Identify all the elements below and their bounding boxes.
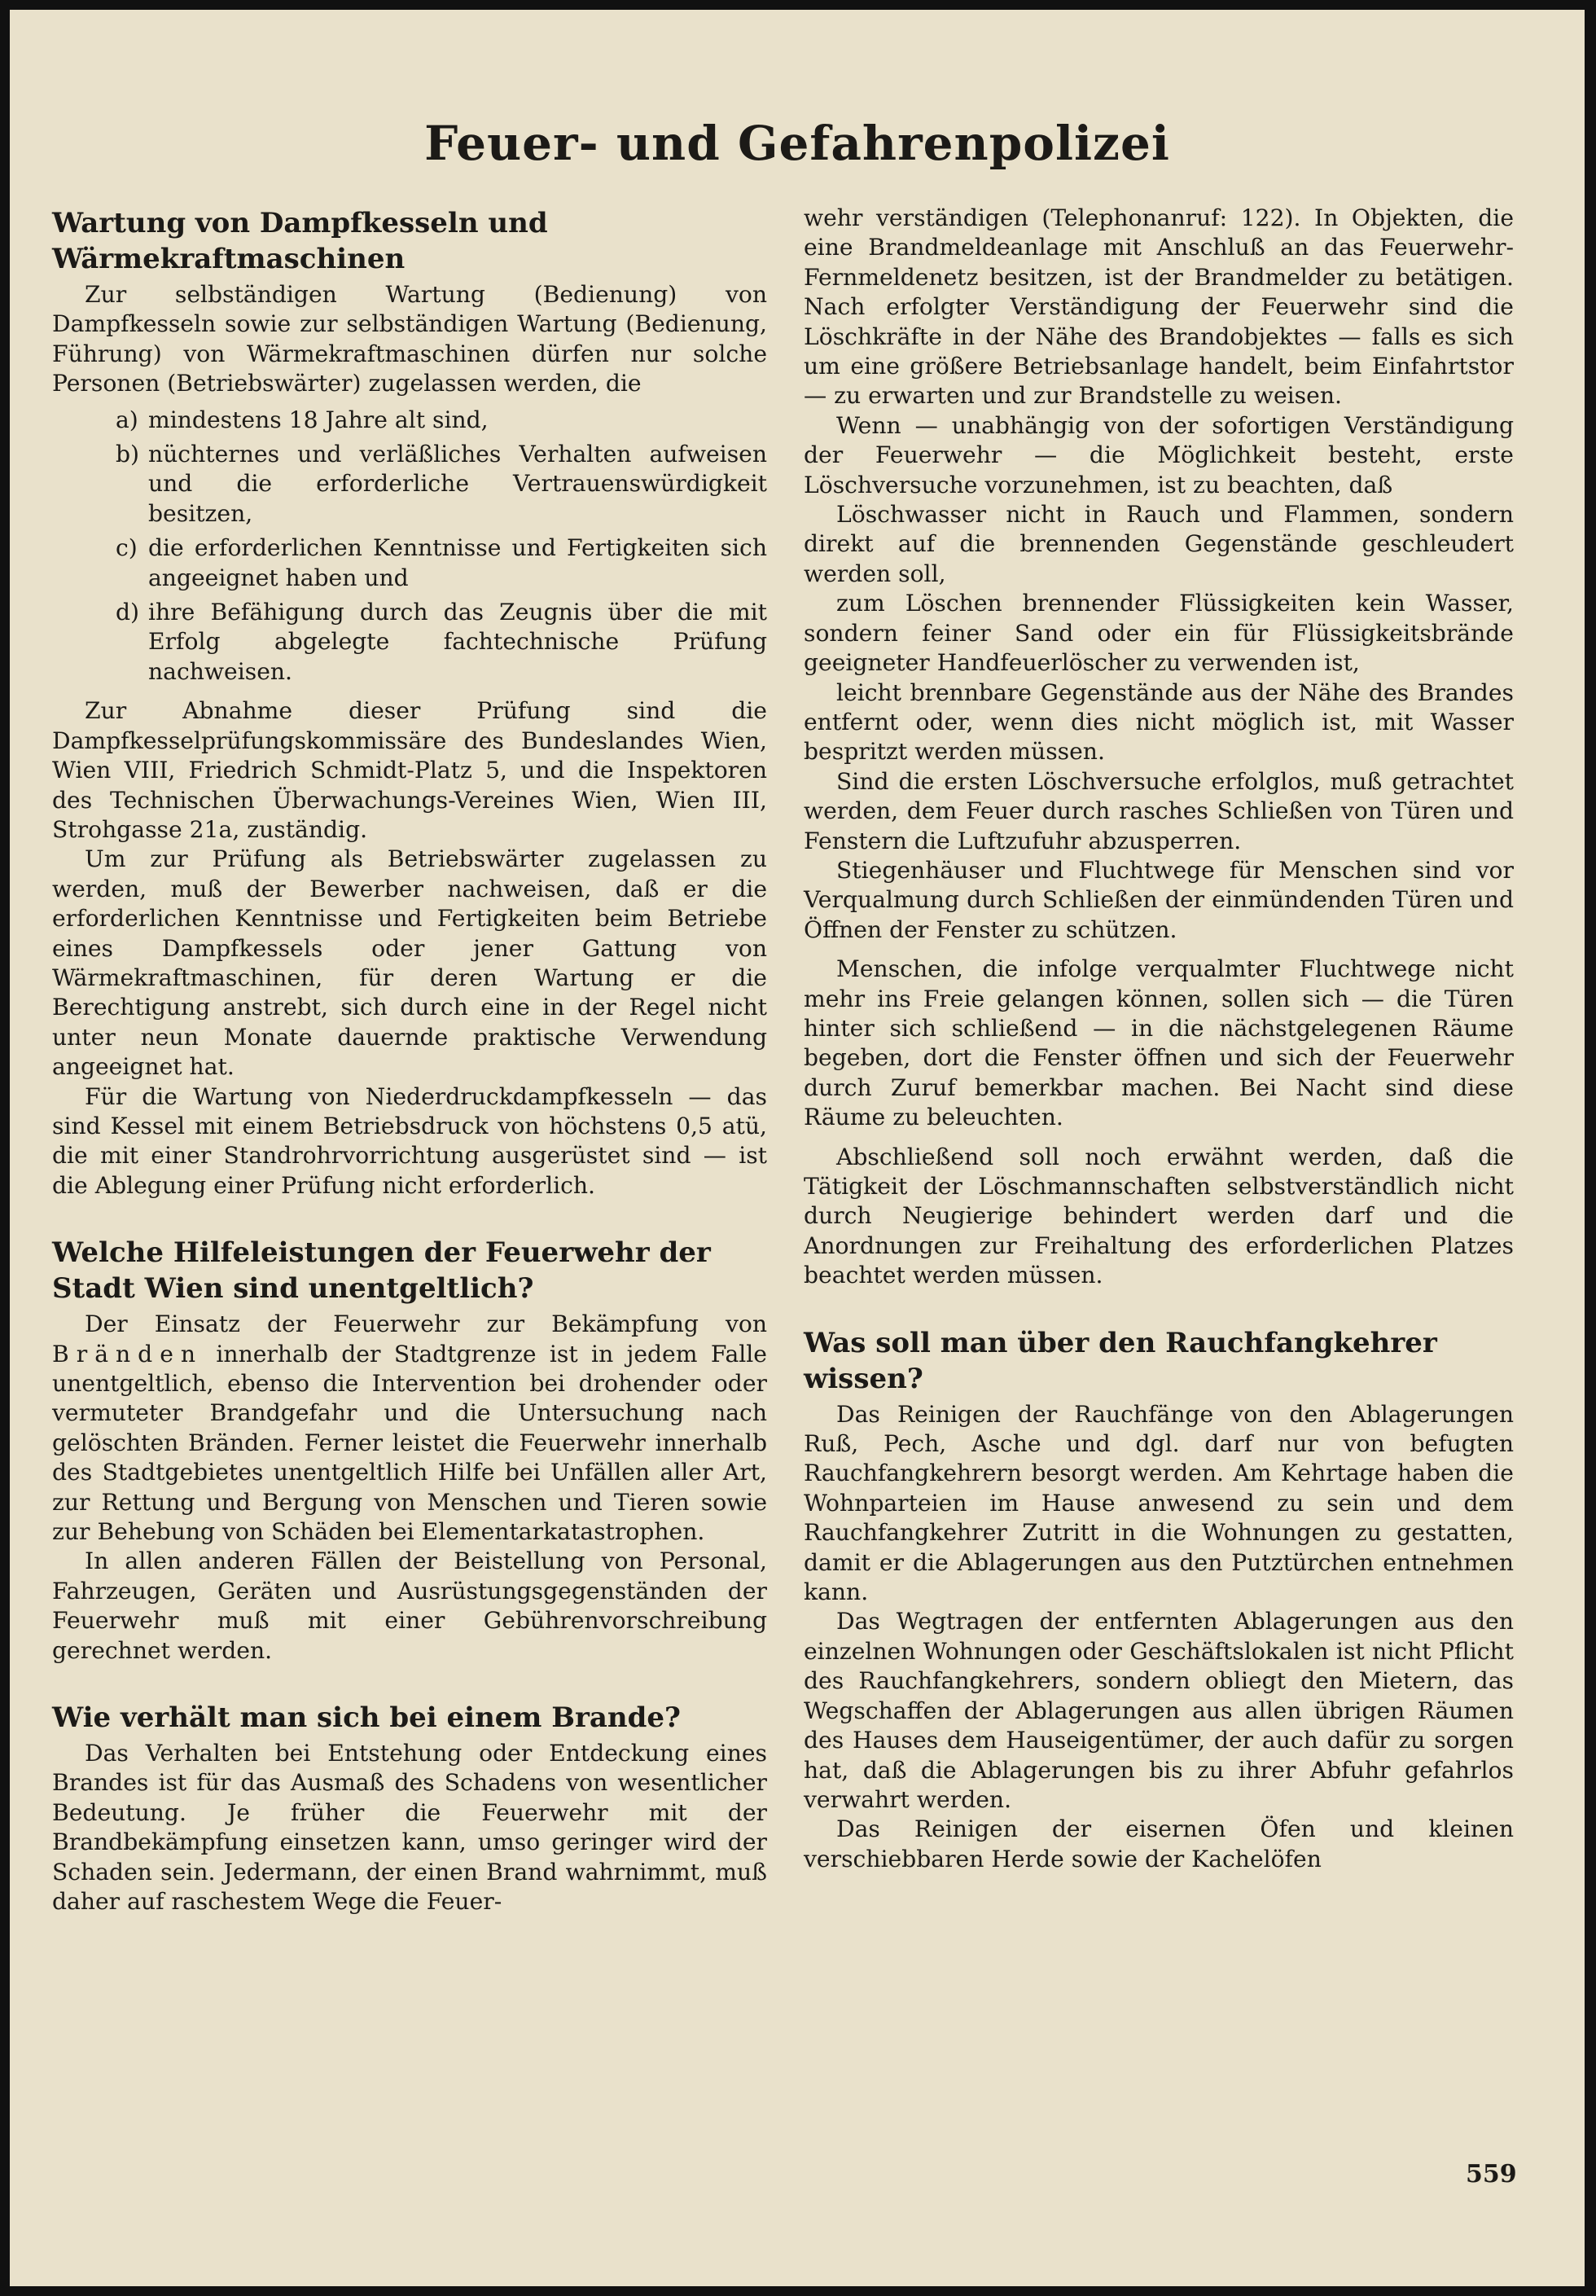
paragraph: Sind die ersten Löschversuche erfolglos, muß getrachtet werden, dem Feuer durch rasches Schließen von Türen und Fenstern die Luftzufuhr abzusperren.	[804, 767, 1514, 854]
page-title: Feuer- und Gefahrenpolizei	[424, 116, 1170, 171]
paragraph: In allen anderen Fällen der Beistellung von Personal, Fahrzeugen, Geräten und Ausrüstungsgegenständen der Feuerwehr muß mit einer Gebührenvorschreibung gerechnet werden.	[52, 1547, 767, 1664]
paragraph: Zur Abnahme dieser Prüfung sind die Dampfkesselprüfungskommissäre des Bundeslandes Wien, Wien VIII, Friedrich Schmidt-Platz 5, und die Inspektoren des Technischen Überwachungs-Vereines Wien, Wien III, Strohgasse 21a, zuständig.	[52, 697, 767, 843]
paragraph: Für die Wartung von Niederdruckdampfkesseln — das sind Kessel mit einem Betriebsdruck von höchstens 0,5 atü, die mit einer Standrohrvorrichtung ausgerüstet sind — ist die Ablegung einer Prüfung nicht erforderlich.	[52, 1082, 767, 1199]
section-heading-dampfkessel: Wartung von Dampfkesseln und Wärmekraftmaschinen	[52, 207, 548, 275]
section-heading-brand: Wie verhält man sich bei einem Brande?	[52, 1701, 681, 1735]
paragraph: Menschen, die infolge verqualmter Fluchtwege nicht mehr ins Freie gelangen können, sollen sich — die Türen hinter sich schließend — in die nächstgelegenen Räume begeben, dort die Fenster öffnen und sich der Feuerwehr durch Zuruf bemerkbar machen. Bei Nacht sind diese Räume zu beleuchten.	[804, 955, 1514, 1131]
list-item: d) ihre Befähigung durch das Zeugnis über die mit Erfolg abgelegte fachtechnische Prüfung nachweisen.	[116, 599, 767, 685]
list-item: a) mindestens 18 Jahre alt sind,	[116, 406, 489, 433]
paragraph: Das Reinigen der eisernen Öfen und kleinen verschiebbaren Herde sowie der Kachelöfen	[804, 1815, 1514, 1872]
paragraph: Der Einsatz der Feuerwehr zur Bekämpfung von Bränden innerhalb der Stadtgrenze ist in jedem Falle unentgeltlich, ebenso die Intervention bei drohender oder vermuteter Brandgefahr und die Untersuchung nach gelöschten Bränden. Ferner leistet die Feuerwehr innerhalb des Stadtgebietes unentgeltlich Hilfe bei Unfällen aller Art, zur Rettung und Bergung von Menschen und Tieren sowie zur Behebung von Schäden bei Elementarkatastrophen.	[52, 1310, 767, 1546]
paragraph: zum Löschen brennender Flüssigkeiten kein Wasser, sondern feiner Sand oder ein für Flüssigkeitsbrände geeigneter Handfeuerlöscher zu verwenden ist,	[804, 590, 1514, 677]
paragraph: Wenn — unabhängig von der sofortigen Verständigung der Feuerwehr — die Möglichkeit besteht, erste Löschversuche vorzunehmen, ist zu beachten, daß	[804, 411, 1514, 498]
paragraph: wehr verständigen (Telephonanruf: 122). In Objekten, die eine Brandmeldeanlage mit Anschluß an das Feuerwehr-Fernmeldenetz besitzen, ist der Brandmelder zu betätigen. Nach erfolgter Verständigung der Feuerwehr sind die Löschkräfte in der Nähe des Brandobjektes — falls es sich um eine größere Betriebsanlage handelt, beim Einfahrtstor — zu erwarten und zur Brandstelle zu weisen.	[804, 204, 1514, 410]
paragraph: Das Wegtragen der entfernten Ablagerungen aus den einzelnen Wohnungen oder Geschäftslokalen ist nicht Pflicht des Rauchfangkehrers, sondern obliegt den Mietern, das Wegschaffen der Ablagerungen aus allen übrigen Räumen des Hauses dem Hauseigentümer, der auch dafür zu sorgen hat, daß die Ablagerungen bis zu ihrer Abfuhr gefahrlos verwahrt werden.	[804, 1608, 1514, 1813]
paragraph: Um zur Prüfung als Betriebswärter zugelassen zu werden, muß der Bewerber nachweisen, daß er die erforderlichen Kenntnisse und Fertigkeiten beim Betriebe eines Dampfkessels oder jener Gattung von Wärmekraftmaschinen, für deren Wartung er die Berechtigung anstrebt, sich durch eine in der Regel nicht unter neun Monate dauernde praktische Verwendung angeeignet hat.	[52, 845, 767, 1081]
section-heading-hilfeleistungen: Welche Hilfeleistungen der Feuerwehr der Stadt Wien sind unentgeltlich?	[52, 1236, 711, 1306]
left-column	[52, 205, 767, 1917]
right-column	[804, 204, 1514, 1874]
list-item: b) nüchternes und verläßliches Verhalten aufweisen und die erforderliche Vertrauenswürdigkeit besitzen,	[116, 441, 767, 527]
paragraph: Löschwasser nicht in Rauch und Flammen, sondern direkt auf die brennenden Gegenstände geschleudert werden soll,	[804, 501, 1514, 587]
page-number: 559	[1466, 2160, 1517, 2188]
paragraph: Abschließend soll noch erwähnt werden, daß die Tätigkeit der Löschmannschaften selbstverständlich nicht durch Neugierige behindert werden darf und die Anordnungen zur Freihaltung des erforderlichen Platzes beachtet werden müssen.	[804, 1143, 1514, 1289]
paragraph: Stiegenhäuser und Fluchtwege für Menschen sind vor Verqualmung durch Schließen der einmündenden Türen und Öffnen der Fenster zu schützen.	[804, 856, 1514, 943]
paragraph: leicht brennbare Gegenstände aus der Nähe des Brandes entfernt oder, wenn dies nicht möglich ist, mit Wasser bespritzt werden müssen.	[804, 678, 1514, 766]
list-item: c) die erforderlichen Kenntnisse und Fertigkeiten sich angeeignet haben und	[116, 534, 767, 591]
paragraph: Das Reinigen der Rauchfänge von den Ablagerungen Ruß, Pech, Asche und dgl. darf nur von befugten Rauchfangkehrern besorgt werden. Am Kehrtage haben die Wohnparteien im Hause anwesend zu sein und dem Rauchfangkehrer Zutritt in die Wohnungen zu gestatten, damit er die Ablagerungen aus den Putztürchen entnehmen kann.	[804, 1400, 1514, 1606]
requirements-list	[52, 406, 767, 687]
document-page	[10, 10, 1585, 2286]
paragraph: Das Verhalten bei Entstehung oder Entdeckung eines Brandes ist für das Ausmaß des Schadens von wesentlicher Bedeutung. Je früher die Feuerwehr mit der Brandbekämpfung einsetzen kann, umso geringer wird der Schaden sein. Jedermann, der einen Brand wahrnimmt, muß daher auf raschestem Wege die Feuer-	[52, 1740, 767, 1916]
section-heading-rauchfangkehrer: Was soll man über den Rauchfangkehrer wissen?	[804, 1326, 1437, 1395]
paragraph: Zur selbständigen Wartung (Bedienung) von Dampfkesseln sowie zur selbständigen Wartung (Bedienung, Führung) von Wärmekraftmaschinen dürfen nur solche Personen (Betriebswärter) zugelassen werden, die	[52, 281, 767, 397]
